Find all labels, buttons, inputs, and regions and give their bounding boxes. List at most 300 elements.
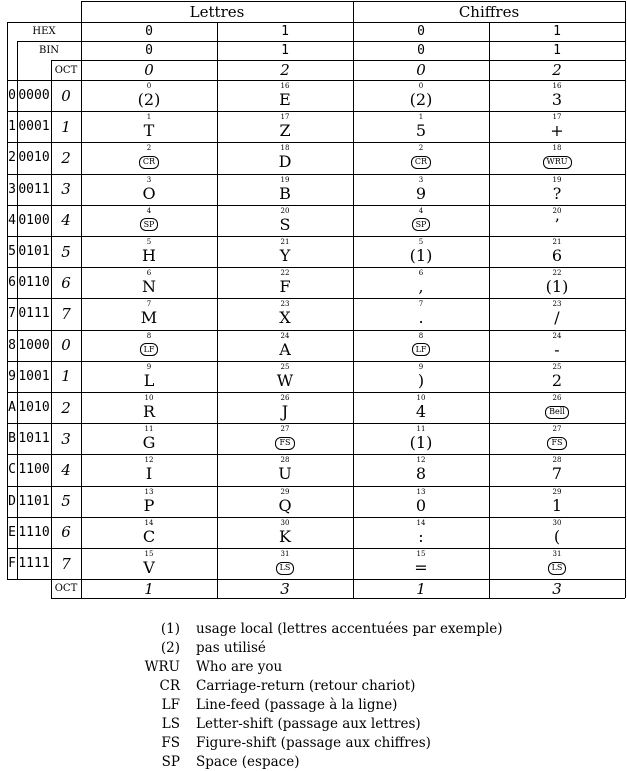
legend (140, 619, 503, 771)
char-wrap (543, 153, 572, 171)
row-bin: 0011 (18, 181, 50, 197)
table-cell (81, 205, 217, 236)
table-cell (353, 236, 489, 267)
character: Z (279, 121, 291, 141)
char-wrap (550, 122, 563, 140)
group-header-lettres: Lettres (189, 2, 245, 21)
char-wrap (139, 153, 159, 171)
code-number: 15 (416, 550, 426, 559)
char-wrap (282, 403, 288, 421)
row-oct: 0 (61, 86, 71, 105)
row-hex: 9 (8, 368, 16, 384)
row-hex: 1 (8, 119, 16, 135)
code-number: 0 (146, 82, 152, 91)
hex-value: 0 (417, 24, 425, 39)
row-hex: D (8, 493, 16, 509)
char-wrap (416, 465, 426, 483)
char-wrap (545, 403, 569, 421)
code-number: 20 (552, 206, 562, 215)
table-cell (217, 236, 353, 267)
grid-line (7, 236, 625, 237)
row-hex: E (8, 524, 16, 540)
code-number: 26 (552, 394, 562, 403)
grid-line (7, 80, 625, 81)
grid-line (7, 267, 625, 268)
legend-row (140, 676, 503, 695)
character: 1 (551, 495, 563, 515)
character: 5 (415, 121, 427, 141)
grid-line (489, 22, 490, 598)
table-cell (217, 298, 353, 329)
control-code: LF (412, 343, 431, 356)
character: W (276, 370, 294, 390)
grid-line (17, 41, 625, 42)
character: 7 (551, 464, 563, 484)
hex-value: 0 (145, 24, 153, 39)
table-cell (489, 361, 625, 392)
table-cell (217, 517, 353, 548)
row-oct: 6 (61, 523, 71, 542)
char-wrap (416, 185, 426, 203)
code-number: 22 (280, 269, 290, 278)
grid-line (7, 174, 625, 175)
row-oct: 4 (61, 211, 71, 230)
char-wrap (144, 372, 155, 390)
code-number: 19 (280, 175, 290, 184)
char-wrap (554, 216, 559, 234)
table-cell (217, 111, 353, 142)
code-number: 9 (146, 362, 152, 371)
row-hex: C (8, 462, 16, 478)
character: 8 (415, 464, 427, 484)
code-number: 29 (552, 487, 562, 496)
grid-line (7, 423, 625, 424)
char-wrap (278, 497, 291, 515)
character: , (418, 277, 424, 297)
bin-value: 0 (417, 43, 425, 58)
character: N (142, 277, 156, 297)
char-wrap (146, 465, 152, 483)
row-oct: 3 (61, 180, 71, 199)
table-cell (81, 517, 217, 548)
code-number: 31 (280, 550, 290, 559)
grid-line (7, 298, 625, 299)
table-cell (217, 174, 353, 205)
code-number: 23 (280, 300, 290, 309)
character: M (140, 308, 158, 328)
table-cell (489, 454, 625, 485)
char-wrap (143, 403, 155, 421)
char-wrap (412, 341, 431, 359)
grid-line (51, 60, 52, 598)
character: O (142, 183, 156, 203)
row-hex: 6 (8, 275, 16, 291)
legend-key: WRU (144, 658, 180, 675)
character: 4 (415, 402, 427, 422)
grid-line (7, 111, 625, 112)
character: Y (279, 246, 291, 266)
control-code: CR (139, 156, 159, 169)
code-number: 5 (146, 238, 152, 247)
code-number: 0 (418, 82, 424, 91)
row-oct: 2 (61, 398, 71, 417)
control-code: Bell (545, 406, 569, 419)
character: (1) (409, 433, 433, 453)
legend-row (140, 619, 503, 638)
row-bin: 0101 (18, 244, 50, 260)
grid-line (7, 205, 625, 206)
legend-key: SP (161, 753, 180, 770)
code-number: 7 (418, 300, 424, 309)
code-number: 27 (552, 425, 562, 434)
row-hex: 5 (8, 244, 16, 260)
control-code: FS (275, 437, 294, 450)
table-cell (217, 486, 353, 517)
table-cell (489, 236, 625, 267)
char-wrap (552, 247, 562, 265)
legend-text: Letter-shift (passage aux lettres) (196, 715, 421, 732)
code-number: 12 (144, 456, 154, 465)
code-number: 10 (144, 394, 154, 403)
table-cell (81, 142, 217, 173)
character: T (143, 121, 155, 141)
code-number: 14 (144, 518, 154, 527)
oct-value: 0 (144, 61, 154, 79)
table-cell (489, 423, 625, 454)
code-number: 6 (146, 269, 152, 278)
char-wrap (418, 372, 424, 390)
code-number: 11 (144, 425, 154, 434)
table-cell (489, 111, 625, 142)
grid-line (51, 60, 625, 61)
legend-row (140, 752, 503, 771)
char-wrap (279, 309, 290, 327)
row-bin: 1000 (18, 337, 50, 353)
character: J (281, 402, 289, 422)
footer-oct-value: 3 (552, 579, 562, 598)
code-number: 14 (416, 518, 426, 527)
table-cell (217, 454, 353, 485)
row-hex: B (8, 431, 16, 447)
char-wrap (546, 278, 569, 296)
table-cell (489, 392, 625, 423)
legend-key: LS (161, 715, 180, 732)
grid-line (7, 392, 625, 393)
hex-label: HEX (32, 26, 56, 37)
control-code: LS (548, 562, 567, 575)
row-hex: 8 (8, 337, 16, 353)
code-number: 24 (552, 331, 562, 340)
char-wrap (552, 91, 562, 109)
table-cell (81, 392, 217, 423)
grid-line (7, 486, 625, 487)
char-wrap (278, 465, 291, 483)
char-wrap (276, 559, 295, 577)
character: : (418, 526, 424, 546)
char-wrap (553, 185, 562, 203)
row-oct: 3 (61, 429, 71, 448)
grid-line (7, 142, 625, 143)
character: X (279, 308, 291, 328)
group-header-chiffres: Chiffres (458, 2, 520, 21)
legend-text: Carriage-return (retour chariot) (196, 677, 416, 694)
table-cell (489, 548, 625, 579)
char-wrap (410, 247, 433, 265)
hex-value: 1 (281, 24, 289, 39)
row-bin: 0111 (18, 306, 50, 322)
legend-text: pas utilisé (196, 639, 266, 656)
character: H (142, 246, 156, 266)
character: 0 (415, 495, 427, 515)
code-number: 3 (418, 175, 424, 184)
char-wrap (277, 372, 293, 390)
character: ? (552, 183, 562, 203)
table-cell (353, 298, 489, 329)
code-number: 6 (418, 269, 424, 278)
code-number: 7 (146, 300, 152, 309)
code-number: 3 (146, 175, 152, 184)
legend-row (140, 714, 503, 733)
char-wrap (418, 528, 423, 546)
table-cell (81, 111, 217, 142)
grid-line (7, 22, 625, 23)
row-bin: 1100 (18, 462, 50, 478)
char-wrap (554, 341, 559, 359)
code-number: 22 (552, 269, 562, 278)
legend-key: LF (161, 696, 180, 713)
grid-line (17, 41, 18, 579)
row-bin: 1010 (18, 400, 50, 416)
row-hex: 0 (8, 88, 16, 104)
char-wrap (279, 185, 291, 203)
character: 6 (551, 246, 563, 266)
character: K (279, 526, 291, 546)
table-cell (81, 298, 217, 329)
grid-line (7, 517, 625, 518)
code-number: 30 (280, 518, 290, 527)
char-wrap (280, 247, 291, 265)
code-number: 5 (418, 238, 424, 247)
character: (1) (545, 277, 569, 297)
table-cell (353, 174, 489, 205)
grid-line (7, 454, 625, 455)
table-cell (489, 486, 625, 517)
row-bin: 1101 (18, 493, 50, 509)
char-wrap (144, 122, 155, 140)
char-wrap (142, 247, 156, 265)
code-number: 29 (280, 487, 290, 496)
legend-row (140, 657, 503, 676)
legend-key: (2) (160, 639, 180, 656)
code-number: 12 (416, 456, 426, 465)
grid-line (7, 22, 8, 579)
char-wrap (279, 341, 291, 359)
control-code: CR (411, 156, 431, 169)
character: + (550, 121, 564, 141)
code-number: 2 (418, 144, 424, 153)
grid-line (7, 548, 625, 549)
table-cell (81, 454, 217, 485)
table-cell (489, 80, 625, 111)
table-cell (353, 330, 489, 361)
table-cell (353, 361, 489, 392)
character: L (143, 370, 155, 390)
row-oct: 7 (61, 304, 71, 323)
bin-label: BIN (38, 45, 60, 56)
character: E (279, 90, 291, 110)
table-cell (353, 142, 489, 173)
char-wrap (275, 434, 294, 452)
code-number: 1 (418, 113, 424, 122)
table-cell (353, 267, 489, 298)
code-number: 31 (552, 550, 562, 559)
control-code: LF (140, 343, 159, 356)
char-wrap (554, 309, 559, 327)
table-cell (353, 111, 489, 142)
char-wrap (552, 372, 562, 390)
footer-oct-value: 1 (416, 579, 426, 598)
table-cell (217, 142, 353, 173)
char-wrap (418, 309, 423, 327)
table-cell (489, 517, 625, 548)
row-bin: 0000 (18, 88, 50, 104)
row-hex: 7 (8, 306, 16, 322)
character: - (554, 339, 560, 359)
table-cell (353, 205, 489, 236)
row-oct: 5 (61, 492, 71, 511)
table-cell (489, 142, 625, 173)
character: (1) (409, 246, 433, 266)
character: (2) (409, 90, 433, 110)
char-wrap (279, 278, 290, 296)
table-cell (81, 236, 217, 267)
bin-value: 1 (281, 43, 289, 58)
row-oct: 5 (61, 242, 71, 261)
footer-oct-label: OCT (54, 583, 78, 595)
character: G (142, 433, 156, 453)
table-cell (217, 267, 353, 298)
row-oct: 4 (61, 460, 71, 479)
row-oct: 7 (61, 554, 71, 573)
row-bin: 0100 (18, 212, 50, 228)
character: A (279, 339, 291, 359)
table-cell (217, 423, 353, 454)
code-number: 10 (416, 394, 426, 403)
table-cell (217, 80, 353, 111)
table-cell (81, 330, 217, 361)
control-code: SP (412, 218, 431, 231)
character: B (279, 183, 291, 203)
bin-value: 0 (145, 43, 153, 58)
char-wrap (416, 497, 426, 515)
footer-oct-value: 1 (144, 579, 154, 598)
row-bin: 1110 (18, 524, 50, 540)
character: V (143, 558, 155, 578)
character: 2 (551, 370, 563, 390)
code-number: 16 (280, 82, 290, 91)
table-cell (353, 423, 489, 454)
row-oct: 1 (61, 117, 71, 136)
legend-text: Space (espace) (196, 753, 300, 770)
grid-line (7, 361, 625, 362)
char-wrap (548, 559, 567, 577)
row-bin: 1011 (18, 431, 50, 447)
char-wrap (142, 185, 155, 203)
row-oct: 0 (61, 336, 71, 355)
code-number: 16 (552, 82, 562, 91)
legend-key: (1) (160, 620, 180, 637)
table-cell (489, 174, 625, 205)
legend-row (140, 695, 503, 714)
table-cell (353, 392, 489, 423)
character: U (278, 464, 292, 484)
code-number: 23 (552, 300, 562, 309)
grid-line (51, 598, 625, 599)
control-code: SP (140, 218, 159, 231)
code-number: 8 (146, 331, 152, 340)
char-wrap (554, 528, 560, 546)
row-hex: 2 (8, 150, 16, 166)
char-wrap (547, 434, 566, 452)
char-wrap (279, 91, 291, 109)
character: 3 (551, 90, 563, 110)
character: C (142, 526, 156, 546)
char-wrap (138, 91, 161, 109)
char-wrap (412, 216, 431, 234)
table-cell (489, 298, 625, 329)
table-cell (353, 80, 489, 111)
table-cell (217, 330, 353, 361)
character: F (279, 277, 291, 297)
row-bin: 0010 (18, 150, 50, 166)
char-wrap (410, 91, 433, 109)
row-bin: 0001 (18, 119, 50, 135)
code-number: 21 (552, 238, 562, 247)
code-number: 15 (144, 550, 154, 559)
char-wrap (410, 434, 433, 452)
table-cell (217, 548, 353, 579)
table-cell (353, 486, 489, 517)
table-cell (81, 361, 217, 392)
table-cell (217, 361, 353, 392)
control-code: LS (276, 562, 295, 575)
grid-line (7, 330, 625, 331)
character: D (278, 152, 292, 172)
control-code: WRU (543, 156, 572, 169)
char-wrap (416, 122, 426, 140)
row-hex: 3 (8, 181, 16, 197)
grid-line (7, 579, 625, 580)
table-cell (489, 205, 625, 236)
char-wrap (411, 153, 431, 171)
character: ( (553, 526, 561, 546)
row-oct: 6 (61, 273, 71, 292)
table-cell (81, 423, 217, 454)
oct-label: OCT (54, 64, 78, 76)
table-cell (81, 80, 217, 111)
char-wrap (279, 528, 291, 546)
table-cell (81, 174, 217, 205)
code-number: 17 (552, 113, 562, 122)
code-number: 9 (418, 362, 424, 371)
code-number: 25 (552, 362, 562, 371)
char-wrap (141, 309, 157, 327)
char-wrap (144, 497, 155, 515)
char-wrap (140, 341, 159, 359)
row-bin: 1001 (18, 368, 50, 384)
oct-value: 2 (552, 61, 562, 79)
code-number: 28 (552, 456, 562, 465)
